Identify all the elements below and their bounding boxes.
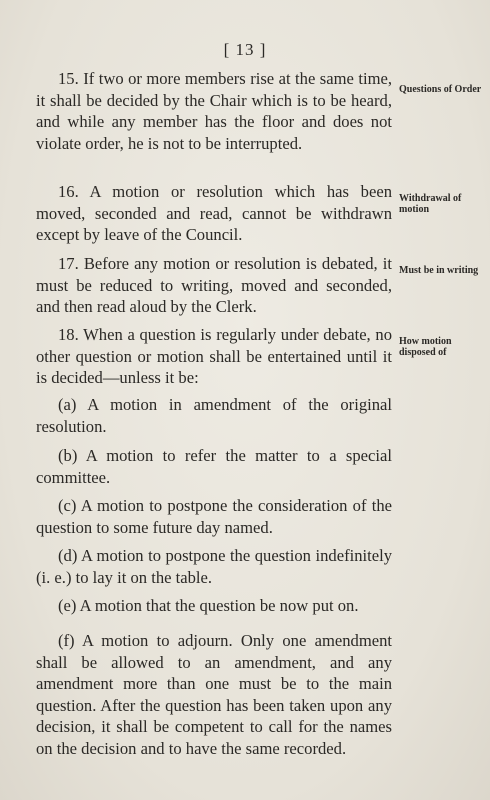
- clause-f: (f) A motion to adjourn. Only one amendment shall be allowed to an amendment, and any amendment more than one must be to the main question. After the question has been taken upon any decision, it shall be competent to call for the names on the decision and to have the same recorded.: [36, 631, 392, 758]
- section-18-text: 18. When a question is regularly under debate, no other question or motion shall be entertained until it is decided—unless it be:: [36, 325, 392, 387]
- page-number: [ 13 ]: [223, 40, 267, 59]
- section-16-text: 16. A motion or resolution which has been moved, seconded and read, cannot be withdrawn except by leave of the Council.: [36, 182, 392, 244]
- clause-c: (c) A motion to postpone the consideration of the question to some future day named.: [36, 496, 392, 537]
- section-15-text: 15. If two or more members rise at the same time, it shall be decided by the Chair which is to be heard, and while any member has the floor and does not violate order, he is not to be interrupted.: [36, 69, 392, 153]
- clause-e: (e) A motion that the question be now put on.: [58, 596, 359, 615]
- clause-d: (d) A motion to postpone the question indefinitely (i. e.) to lay it on the table.: [36, 546, 392, 587]
- clause-a: (a) A motion in amendment of the original resolution.: [36, 395, 392, 436]
- margin-note-questions-of-order: Questions of Order: [399, 84, 482, 95]
- clause-b: (b) A motion to refer the matter to a special committee.: [36, 446, 392, 487]
- margin-note-withdrawal: Withdrawal of motion: [399, 193, 462, 215]
- section-17-text: 17. Before any motion or resolution is debated, it must be reduced to writing, moved and seconded, and then read aloud by the Clerk.: [36, 254, 392, 316]
- margin-note-must-be-in-writing: Must be in writing: [399, 265, 479, 276]
- margin-note-how-motion-disposed: How motion disposed of: [399, 336, 452, 358]
